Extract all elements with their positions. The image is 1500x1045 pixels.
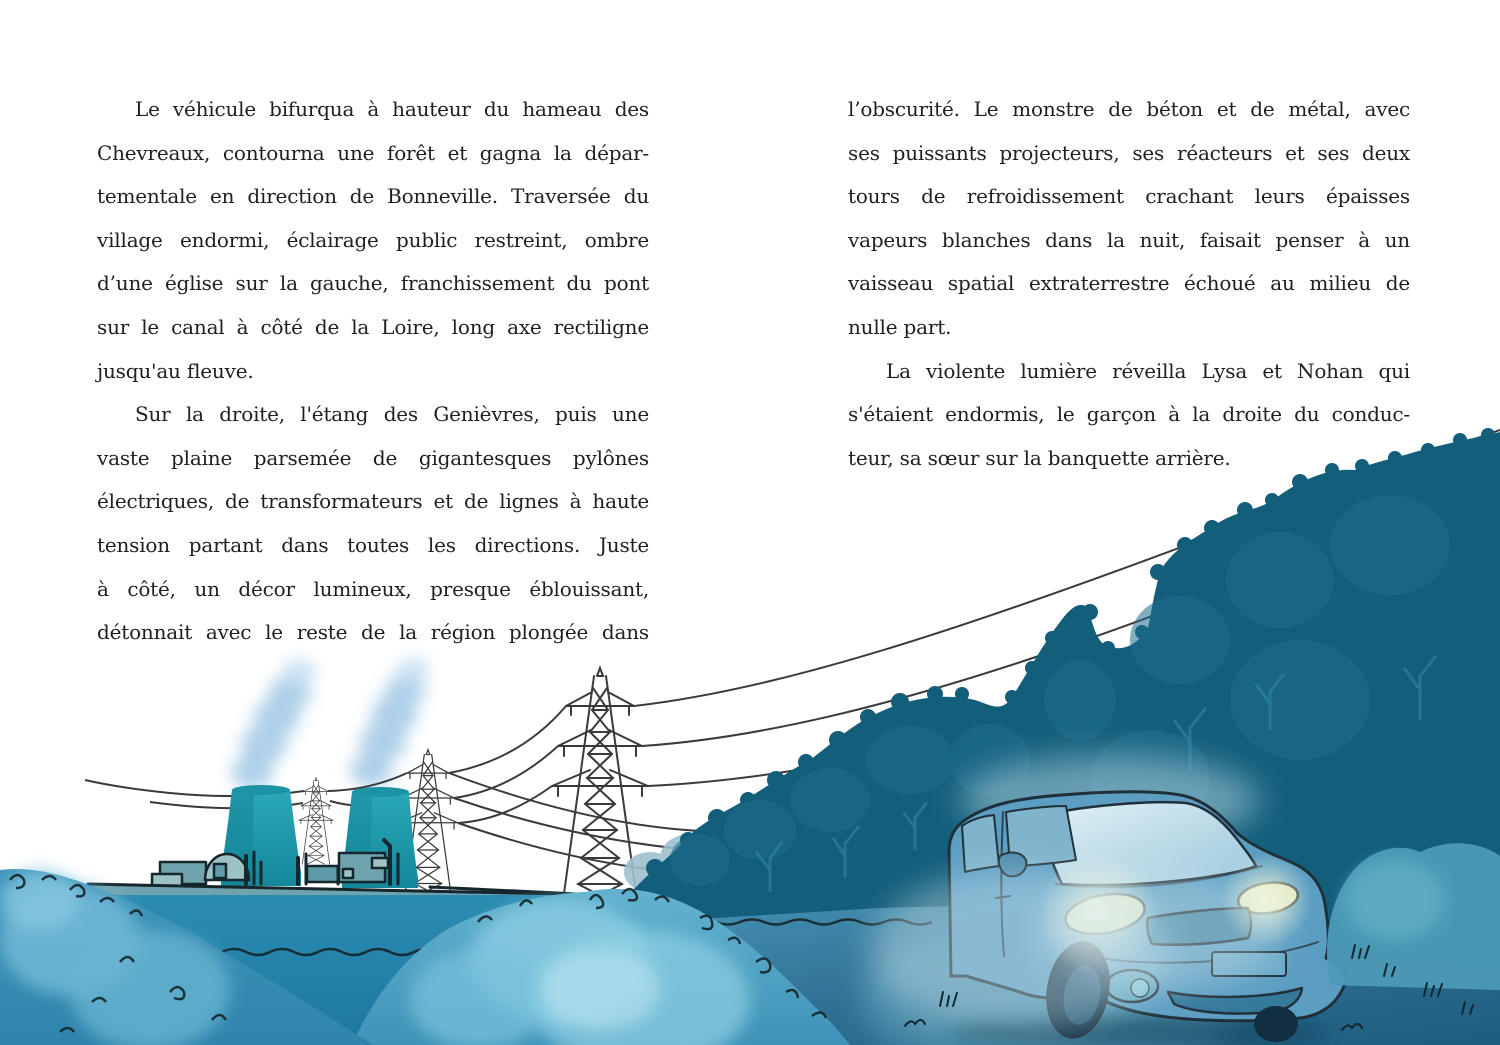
text-line: tours de refroidissement crachant leurs épaisses <box>848 184 1410 209</box>
text-line: vaste plaine parsemée de gigantesques pylônes <box>97 445 649 470</box>
text-line: à côté, un décor lumineux, presque éblouissant, <box>97 576 649 601</box>
text-line: sur le canal à côté de la Loire, long axe rectiligne <box>97 314 649 339</box>
text-line: d’une église sur la gauche, franchissement du pont <box>97 271 649 296</box>
text-line: s'étaient endormis, le garçon à la droite du conduc- <box>848 402 1410 427</box>
text-line: vaisseau spatial extraterrestre échoué au milieu de <box>848 271 1410 296</box>
text-line: ses puissants projecteurs, ses réacteurs et ses deux <box>848 140 1410 165</box>
text-line: électriques, de transformateurs et de lignes à haute <box>97 489 649 514</box>
steam-plume-left <box>231 659 316 789</box>
text-line: détonnait avec le reste de la région plongée dans <box>97 620 649 645</box>
text-line: tension partant dans toutes les directions. Juste <box>97 532 649 557</box>
text-line: vapeurs blanches dans la nuit, faisait penser à un <box>848 227 1410 252</box>
text-line: village endormi, éclairage public restreint, ombre <box>97 227 649 252</box>
text-line: tementale en direction de Bonneville. Traversée du <box>97 184 649 209</box>
right-page-text <box>848 88 1410 480</box>
text-line: teur, sa sœur sur la banquette arrière. <box>848 445 1231 470</box>
text-line: Le véhicule bifurqua à hauteur du hameau des <box>135 97 649 121</box>
text-line: Chevreaux, contourna une forêt et gagna la dépar- <box>97 140 649 165</box>
text-line: nulle part. <box>848 314 952 339</box>
text-line: Sur la droite, l'étang des Genièvres, puis une <box>135 402 649 427</box>
side-window-rear <box>962 815 999 872</box>
text-line: jusqu'au fleuve. <box>97 358 254 383</box>
text-line: l’obscurité. Le monstre de béton et de métal, avec <box>848 97 1410 121</box>
front-right-wheel <box>1254 1006 1298 1042</box>
left-page-text <box>97 88 649 655</box>
text-line: La violente lumière réveilla Lysa et Nohan qui <box>886 358 1410 383</box>
